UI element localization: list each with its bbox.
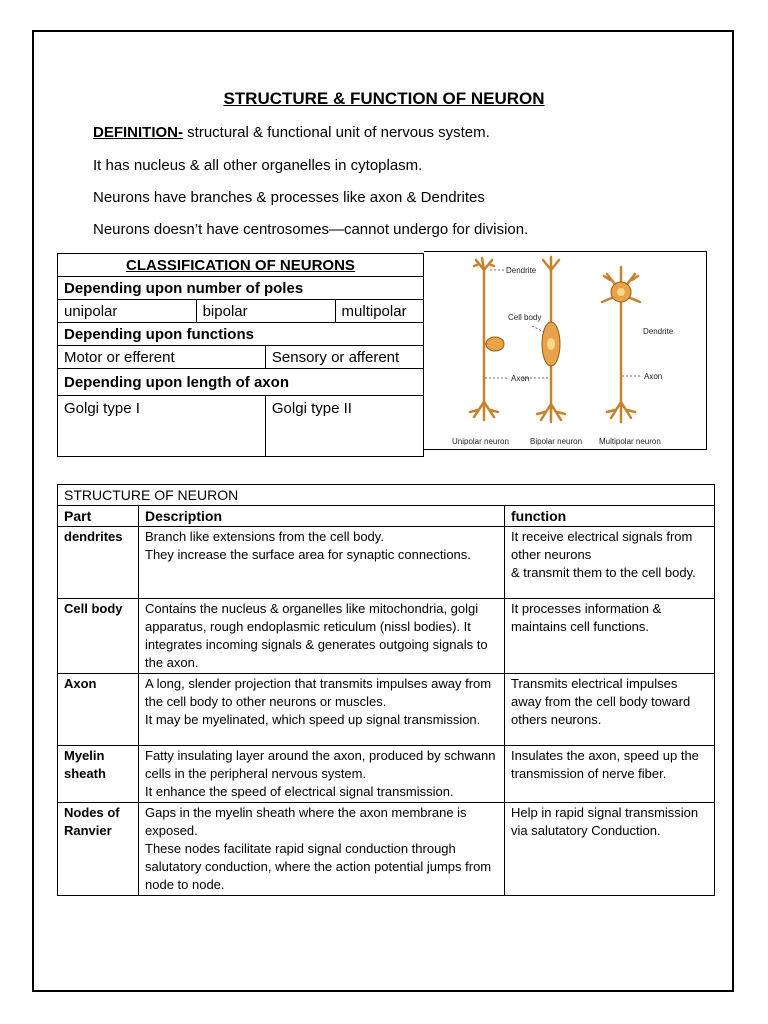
multipolar-nucleus bbox=[617, 288, 625, 296]
definition-label: DEFINITION- bbox=[93, 124, 183, 141]
description-cell: Gaps in the myelin sheath where the axon membrane is exposed. These nodes facilitate rapid signal conduction through salutatory conduction, where the action potential jumps from node to node. bbox=[139, 803, 505, 896]
column-header: Part bbox=[58, 506, 139, 527]
classification-table bbox=[57, 253, 424, 457]
label-axon: Axon bbox=[644, 372, 663, 381]
description-cell: Fatty insulating layer around the axon, produced by schwann cells in the peripheral nervous system. It enhance the speed of electrical signal transmission. bbox=[139, 746, 505, 803]
function-cell: It receive electrical signals from other neurons & transmit them to the cell body. bbox=[505, 527, 715, 599]
part-cell: Nodes of Ranvier bbox=[58, 803, 139, 896]
function-cell: Insulates the axon, speed up the transmission of nerve fiber. bbox=[505, 746, 715, 803]
part-cell: Myelin sheath bbox=[58, 746, 139, 803]
unipolar-cell-body bbox=[486, 337, 504, 351]
axon-type-cell: Golgi type I bbox=[58, 396, 266, 457]
table-row bbox=[58, 674, 715, 746]
pole-cell: multipolar bbox=[335, 300, 423, 323]
table-row bbox=[58, 803, 715, 896]
function-cell: Sensory or afferent bbox=[265, 346, 423, 369]
part-cell: Axon bbox=[58, 674, 139, 746]
structure-caption: STRUCTURE OF NEURON bbox=[58, 485, 715, 506]
intro-line-4: Neurons doesn’t have centrosomes—cannot undergo for division. bbox=[93, 221, 529, 238]
part-cell: dendrites bbox=[58, 527, 139, 599]
caption-multipolar: Multipolar neuron bbox=[599, 437, 661, 446]
bipolar-terminal bbox=[537, 404, 565, 422]
function-cell: Help in rapid signal transmission via salutatory Conduction. bbox=[505, 803, 715, 896]
unipolar-terminal bbox=[470, 402, 498, 420]
column-header: function bbox=[505, 506, 715, 527]
table-row bbox=[58, 527, 715, 599]
label-dendrite: Dendrite bbox=[506, 266, 537, 275]
pole-cell: unipolar bbox=[58, 300, 197, 323]
multipolar-terminal bbox=[607, 402, 635, 422]
bipolar-nucleus bbox=[547, 338, 555, 350]
axon-heading: Depending upon length of axon bbox=[58, 369, 424, 396]
label-cell-body: Cell body bbox=[508, 313, 542, 322]
definition-line bbox=[93, 124, 490, 141]
unipolar-dendrite bbox=[474, 258, 494, 270]
definition-text: structural & functional unit of nervous system. bbox=[183, 124, 490, 141]
table-row bbox=[58, 746, 715, 803]
description-cell: Contains the nucleus & organelles like mitochondria, golgi apparatus, rough endoplasmic reticulum (nissl bodies). It integrates incoming signals & generates outgoing signals to the axon. bbox=[139, 599, 505, 674]
table-row bbox=[58, 599, 715, 674]
classification-heading: CLASSIFICATION OF NEURONS bbox=[58, 254, 424, 277]
pole-cell: bipolar bbox=[196, 300, 335, 323]
label-axon: Axon bbox=[511, 374, 530, 383]
intro-line-3: Neurons have branches & processes like axon & Dendrites bbox=[93, 189, 485, 206]
functions-heading: Depending upon functions bbox=[58, 323, 424, 346]
poles-heading: Depending upon number of poles bbox=[58, 277, 424, 300]
column-header: Description bbox=[139, 506, 505, 527]
function-cell: It processes information & maintains cell functions. bbox=[505, 599, 715, 674]
function-cell: Transmits electrical impulses away from the cell body toward others neurons. bbox=[505, 674, 715, 746]
leader-line bbox=[532, 326, 544, 332]
bipolar-dendrite bbox=[543, 257, 559, 270]
neuron-illustration bbox=[424, 252, 707, 451]
function-cell: Motor or efferent bbox=[58, 346, 266, 369]
description-cell: Branch like extensions from the cell body. They increase the surface area for synaptic connections. bbox=[139, 527, 505, 599]
part-cell: Cell body bbox=[58, 599, 139, 674]
caption-unipolar: Unipolar neuron bbox=[452, 437, 509, 446]
axon-type-cell: Golgi type II bbox=[265, 396, 423, 457]
page-title: STRUCTURE & FUNCTION OF NEURON bbox=[223, 89, 545, 108]
structure-table bbox=[57, 484, 715, 896]
label-dendrite: Dendrite bbox=[643, 327, 674, 336]
caption-bipolar: Bipolar neuron bbox=[530, 437, 583, 446]
neuron-types-figure bbox=[424, 251, 707, 450]
intro-line-2: It has nucleus & all other organelles in cytoplasm. bbox=[93, 157, 423, 174]
description-cell: A long, slender projection that transmits impulses away from the cell body to other neurons or muscles. It may be myelinated, which speed up signal transmission. bbox=[139, 674, 505, 746]
